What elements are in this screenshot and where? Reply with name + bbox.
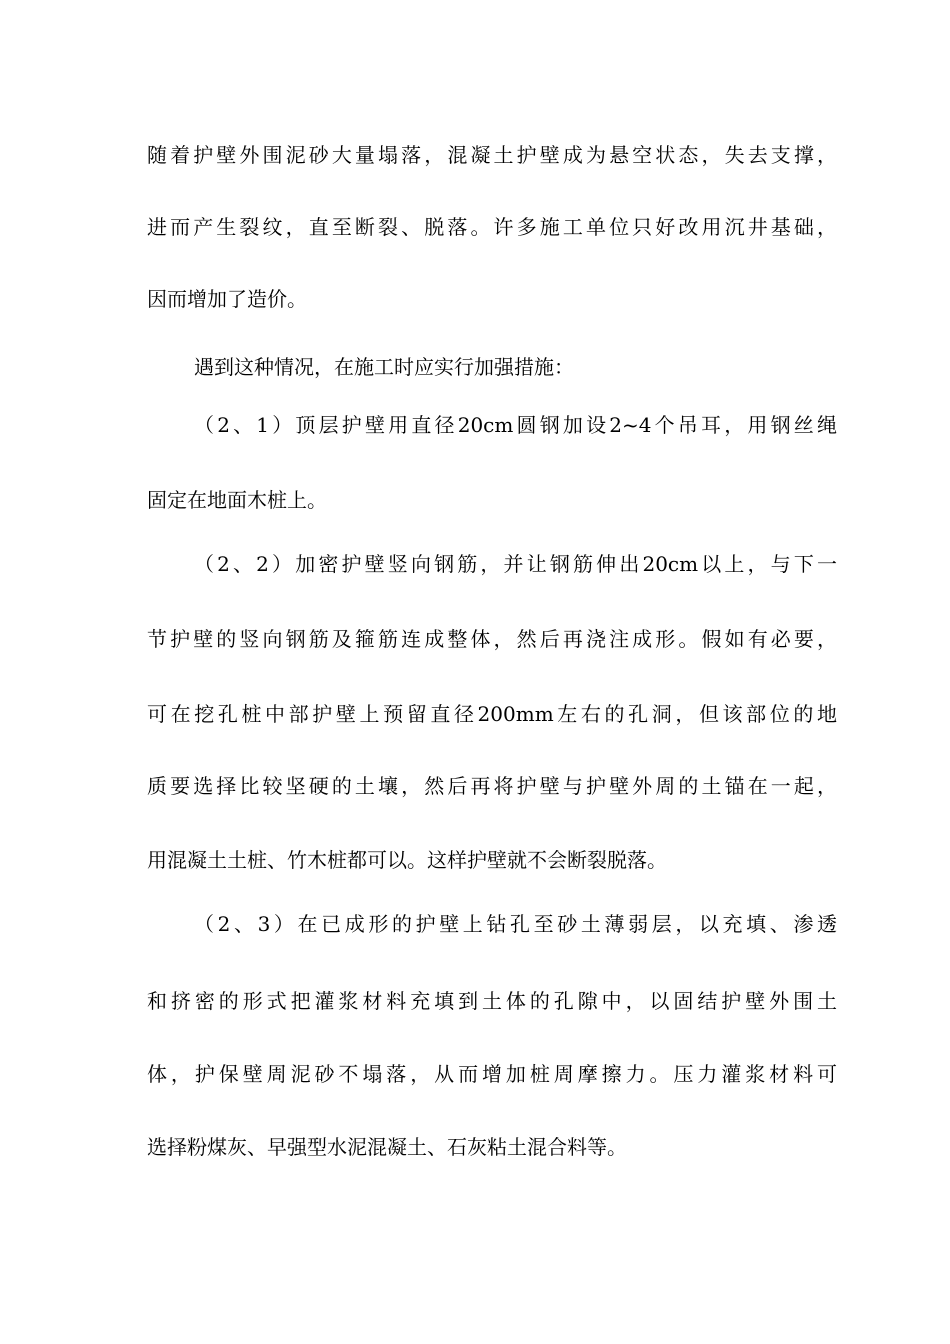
item-2-3-line-4: 选择粉煤灰、早强型水泥混凝土、石灰粘土混合料等。 [147, 1135, 627, 1159]
item-2-2-line-1: （2、2）加密护壁竖向钢筋，并让钢筋伸出20cm以上，与下一 [194, 552, 837, 576]
item-2-1-line-1: （2、1）顶层护壁用直径20cm圆钢加设2~4个吊耳，用钢丝绳 [194, 413, 837, 437]
item-2-3-line-2: 和挤密的形式把灌浆材料充填到土体的孔隙中，以固结护壁外围土 [147, 989, 837, 1013]
item-2-2-line-4: 质要选择比较坚硬的土壤，然后再将护壁与护壁外周的土锚在一起， [147, 774, 837, 798]
paragraph-1-line-2: 进而产生裂纹，直至断裂、脱落。许多施工单位只好改用沉井基础， [147, 215, 837, 239]
item-2-3-line-3: 体，护保壁周泥砂不塌落，从而增加桩周摩擦力。压力灌浆材料可 [147, 1062, 837, 1086]
item-2-1-line-2: 固定在地面木桩上。 [147, 488, 327, 512]
item-2-3-line-1: （2、3）在已成形的护壁上钻孔至砂土薄弱层，以充填、渗透 [194, 912, 837, 936]
paragraph-2-line-1: 遇到这种情况，在施工时应实行加强措施： [194, 355, 574, 379]
item-2-2-line-3: 可在挖孔桩中部护壁上预留直径200mm左右的孔洞，但该部位的地 [147, 702, 837, 726]
item-2-2-line-5: 用混凝土土桩、竹木桩都可以。这样护壁就不会断裂脱落。 [147, 848, 667, 872]
item-2-2-line-2: 节护壁的竖向钢筋及箍筋连成整体，然后再浇注成形。假如有必要， [147, 627, 837, 651]
paragraph-1-line-3: 因而增加了造价。 [147, 287, 307, 311]
paragraph-1-line-1: 随着护壁外围泥砂大量塌落，混凝土护壁成为悬空状态，失去支撑， [147, 143, 837, 167]
